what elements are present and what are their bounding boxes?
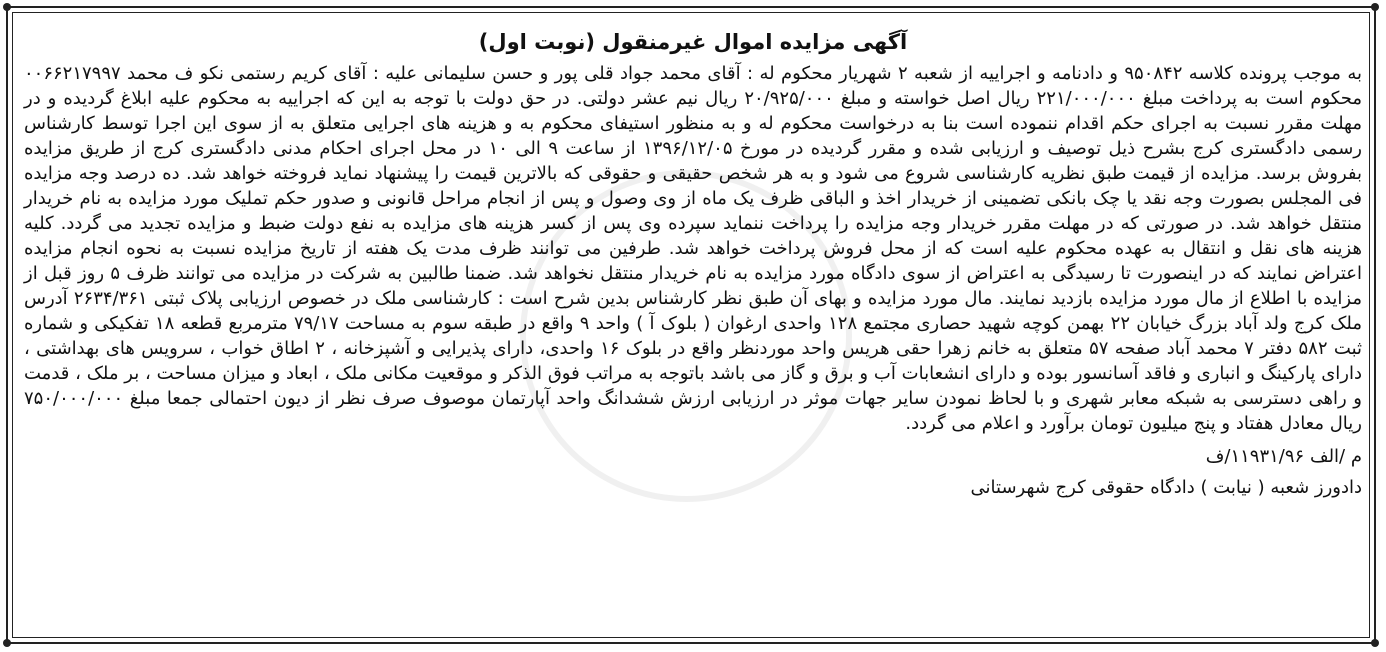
notice-signature: دادورز شعبه ( نیابت ) دادگاه حقوقی کرج شهرستانی — [970, 477, 1362, 498]
notice-reference: م /الف ۱۱۹۳۱/۹۶/ف — [1205, 446, 1362, 467]
corner-dot — [3, 3, 11, 11]
notice-title: آگهی مزایده اموال غیرمنقول (نوبت اول) — [478, 30, 908, 54]
corner-dot — [1371, 3, 1379, 11]
notice-body: به موجب پرونده کلاسه ۹۵۰۸۴۲ و دادنامه و اجراییه از شعبه ۲ شهریار محکوم له : آقای محمد جواد قلی پور و حسن سلیمانی علیه : آقای کریم رستمی نکو ف محمد ۰۰۶۶۲۱۷۹۹۷ محکوم است به پرداخت مبلغ ۲۲۱/۰۰۰/۰۰۰ ریال اصل خواسته و مبلغ ۲۰/۹۲۵/۰۰۰ ریال نیم عشر دولتی. در حق دولت با توجه به این که اجراییه به محکوم علیه ابلاغ گردیده و در مهلت مقرر نسبت به اجرای حکم اقدام ننموده است بنا به درخواست محکوم له و به منظور استیفای محکوم به و هزینه های اجرایی متعلق به از سوی این اجرا توسط کارشناس رسمی دادگستری کرج بشرح ذیل توصیف و ارزیابی شده و مقرر گردیده در مورخ ۱۳۹۶/۱۲/۰۵ از ساعت ۹ الی ۱۰ در محل اجرای احکام مدنی دادگستری کرج از طریق مزایده بفروش برسد. مزایده از قیمت طبق نظریه کارشناسی شروع می شود و به هر شخص حقیقی و حقوقی که بالاترین قیمت را پیشنهاد نماید فروخته خواهد شد. ده درصد وجه مزایده فی المجلس بصورت وجه نقد یا چک بانکی تضمینی از خریدار اخذ و الباقی ظرف یک ماه از وی وصول و پس از انجام مراحل قانونی و صدور حکم تملیک مورد مزایده به نام خریدار منتقل خواهد شد. در صورتی که در مهلت مقرر خریدار وجه مزایده را پرداخت ننماید سپرده وی پس از کسر هزینه های مزایده به نفع دولت ضبط و مزایده تجدید می گردد. کلیه هزینه های نقل و انتقال به عهده محکوم علیه است که از محل فروش پرداخت خواهد شد. طرفین می توانند ظرف مدت یک هفته از تاریخ مزایده نسبت به نحوه انجام مزایده اعتراض نمایند که در اینصورت تا رسیدگی به اعتراض از سوی دادگاه مورد مزایده به نام خریدار منتقل نخواهد شد. ضمنا طالبین به شرکت در مزایده می توانند ظرف ۵ روز قبل از مزایده با اطلاع از مال مورد مزایده بازدید نمایند. مال مورد مزایده و بهای آن طبق نظر کارشناس بدین شرح است : کارشناسی ملک در خصوص ارزیابی پلاک ثبتی ۲۶۳۴/۳۶۱ آدرس ملک کرج ولد آباد بزرگ خیابان ۲۲ بهمن کوچه شهید حصاری مجتمع ۱۲۸ واحدی ارغوان ( بلوک آ ) واحد ۹ واقع در طبقه سوم به مساحت ۷۹/۱۷ مترمربع قطعه ۱۸ تفکیکی و شماره ثبت ۵۸۲ دفتر ۷ محمد آباد صفحه ۵۷ متعلق به خانم زهرا حقی هریس واحد موردنظر واقع در بلوک ۱۶ واحدی، دارای پذیرایی و آشپزخانه ، ۲ اطاق خواب ، سرویس های بهداشتی ، دارای پارکینگ و انباری و فاقد آسانسور بوده و دارای انشعابات آب و برق و گاز می باشد باتوجه به مراتب فوق الذکر و موقعیت مکانی ملک ، ابعاد و میزان مساحت ، بر ملک ، قدمت و راهی دسترسی به شبکه معابر شهری و با لحاظ نمودن سایر جهات موثر در ارزیابی ارزش ششدانگ واحد آپارتمان موصوف صرف نظر از دیون احتمالی جمعا مبلغ ۷۵۰/۰۰۰/۰۰۰ ریال معادل هفتاد و پنج میلیون تومان برآورد و اعلام می گردد. — [18, 63, 1363, 434]
notice-content — [18, 30, 1363, 632]
corner-dot — [1371, 639, 1379, 647]
corner-dot — [3, 639, 11, 647]
